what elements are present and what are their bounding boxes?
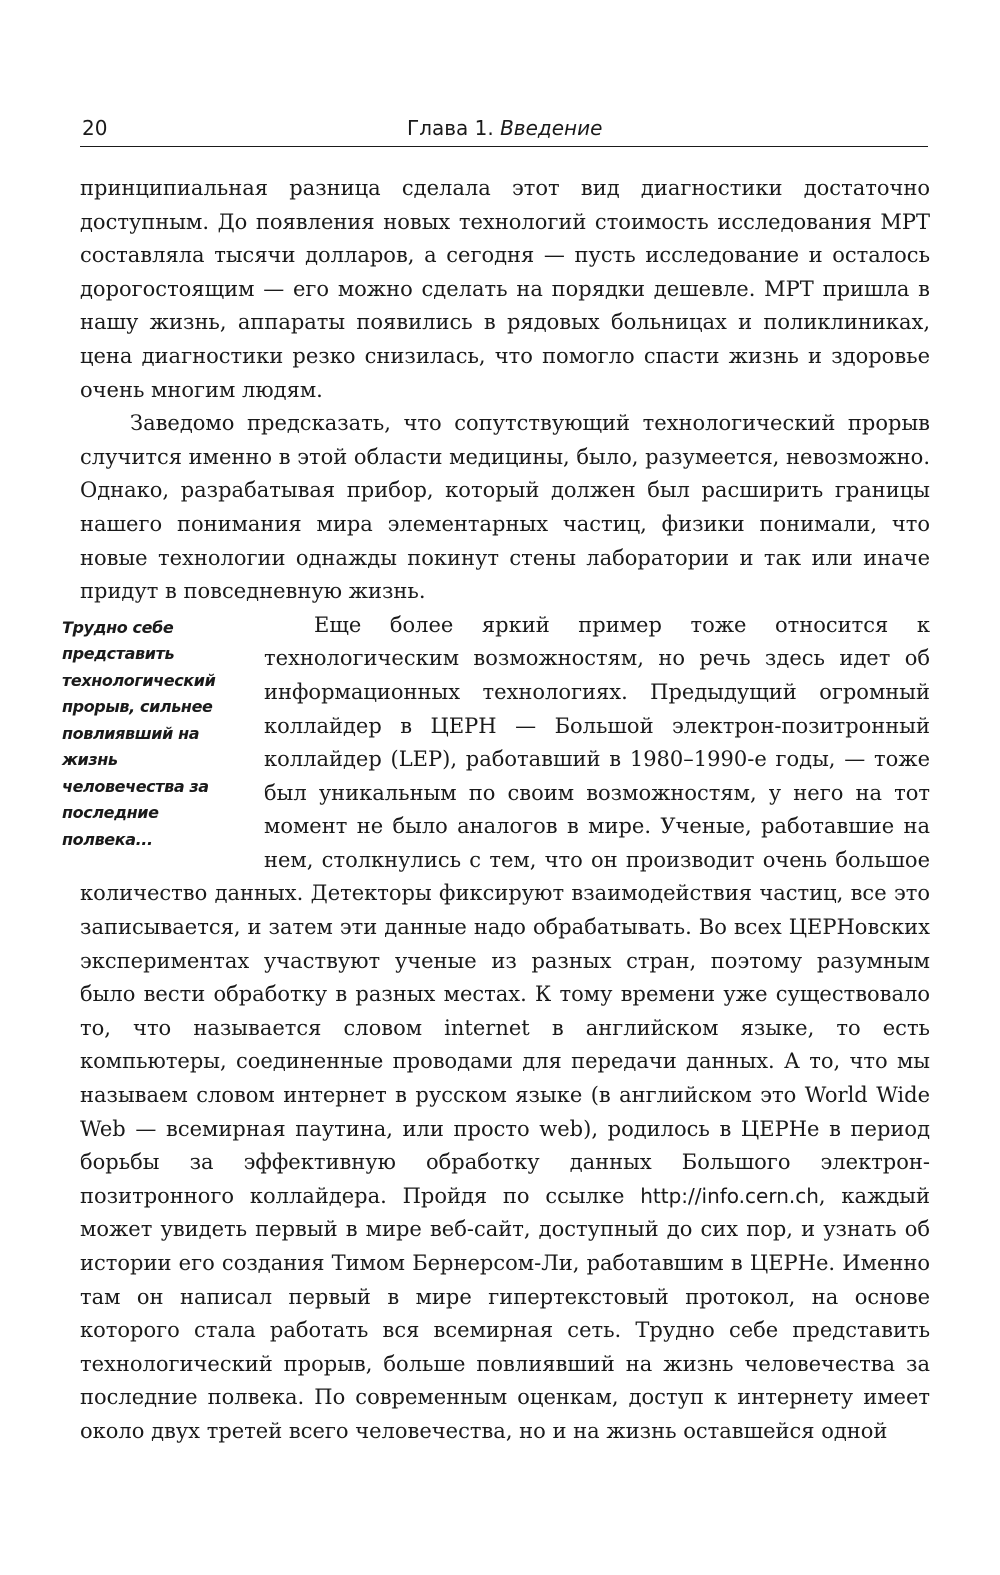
chapter-label: Глава 1. [407,116,494,140]
paragraph-3-end: , каждый может увидеть первый в мире веб-сайт, доступный до сих пор, и узнать об истории его создания Тимом Бернерсом-Ли, работавшим в ЦЕРНе. Именно там он написал первый в мире гипертекстовый протокол, на основе которого стала работать вся всемирная сеть. Трудно себе представить технологический прорыв, больше повлиявший на жизнь человечества за последние полвека. По современным оценкам, доступ к интернету имеет около двух третей всего человечества, но и на жизнь оставшейся одной [80,1183,930,1443]
page-number: 20 [82,116,108,140]
cern-url-link: http://info.cern.ch [640,1183,819,1208]
paragraph-3-start: Еще более яркий пример тоже относится к технологическим возможностям, но речь здесь идет об информационных технологиях. Предыдущий огромный коллайдер в ЦЕРН — Большой электрон-позитронный коллайдер (LEP), работавший в 1980–1990-е годы, — тоже был уникальным по своим возможностям, у него на тот момент не было аналогов в мире. Ученые, работавшие на нем, столкнулись с тем, что он производит очень большое количество данных. Детекторы фиксируют взаимодействия частиц, все это записывается, и затем эти данные надо обрабатывать. Во всех ЦЕРНовских экспериментах участвуют ученые из разных стран, поэтому разумным было вести обработку в разных местах. К тому времени уже существовало то, что называется словом internet в английском языке, то есть компьютеры, соединенные проводами для передачи данных. А то, что мы называем словом интернет в русском языке (в английском это World Wide Web — всемирная паутина, или просто web), родилось в ЦЕРНе в период борьбы за эффективную обработку данных Большого электрон-позитронного коллайдера. Пройдя по ссылке [80,612,930,1208]
running-head [407,116,602,140]
body-text [62,172,930,1449]
paragraph-2: Заведомо предсказать, что сопутствующий технологический прорыв случится именно в этой области медицины, было, разумеется, невозможно. Однако, разрабатывая прибор, который должен был расширить границы нашего понимания мира элементарных частиц, физики понимали, что новые технологии однажды покинут стены лаборатории и так или иначе придут в повседневную жизнь. [80,411,930,604]
paragraph-1: принципиальная разница сделала этот вид диагностики достаточно доступным. До появления новых технологий стоимость исследования МРТ составляла тысячи долларов, а сегодня — пусть исследование и осталось дорогостоящим — его можно сделать на порядки дешевле. МРТ пришла в нашу жизнь, аппараты появились в рядовых больницах и поликлиниках, цена диагностики резко снизилась, что помогло спасти жизнь и здоровье очень многим людям. [80,176,930,402]
chapter-title: Введение [500,116,603,140]
margin-pull-quote: Трудно себе представить технологический прорыв, сильнее повлиявший на жизнь человечества за последние полвека... [62,617,216,849]
page-header [80,112,928,147]
